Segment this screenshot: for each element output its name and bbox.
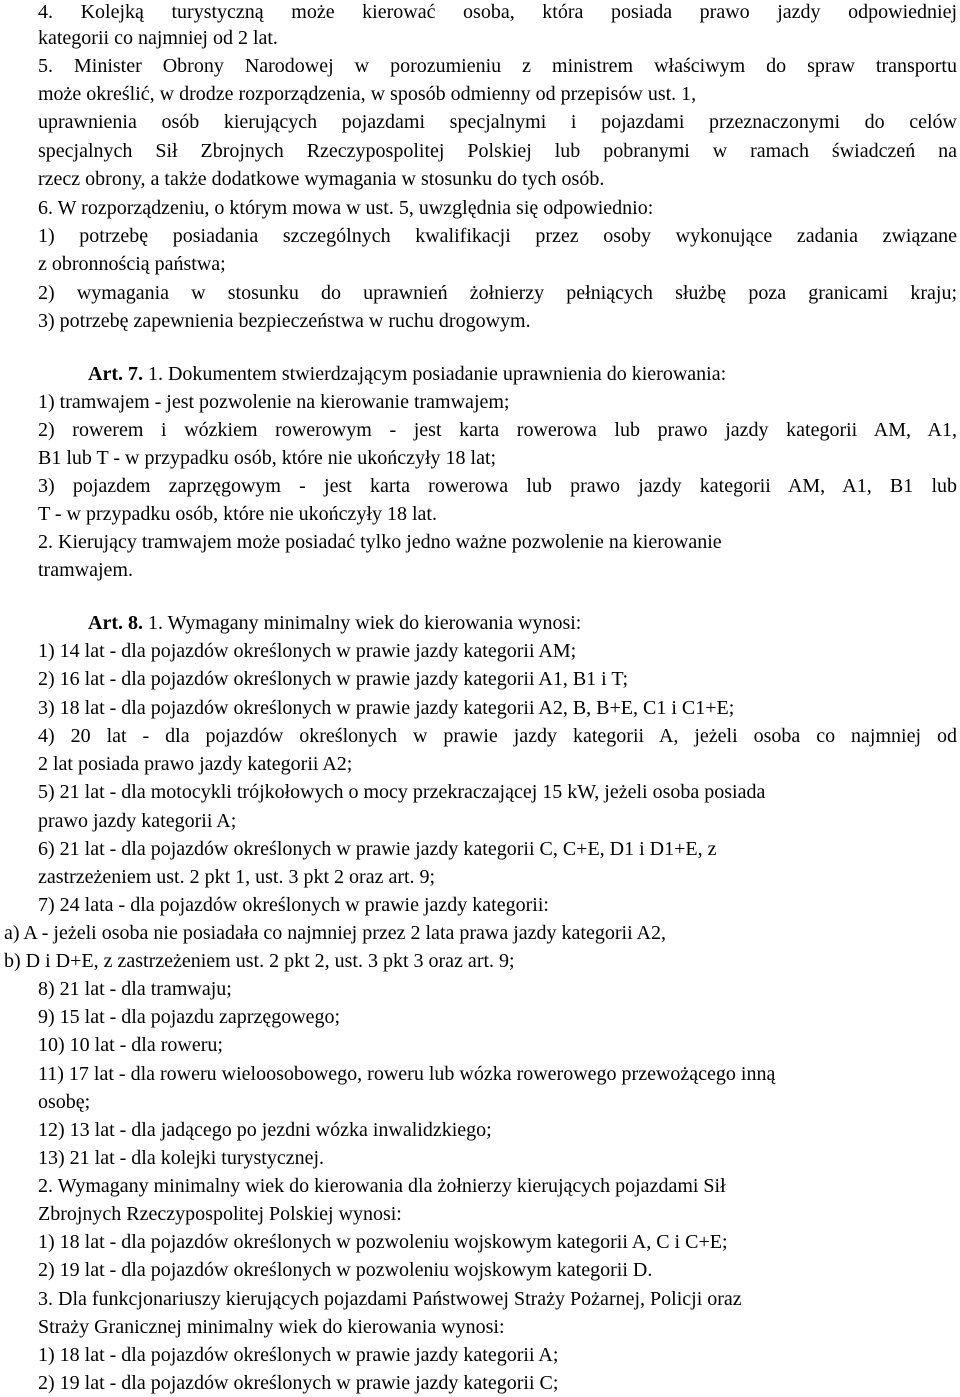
text-line-l25 [38,722,957,750]
line-text: prawo jazdy kategorii A; [38,810,237,832]
line-text: B1 lub T - w przypadku osób, które nie ukończyły 18 lat; [38,447,497,469]
text-line-l44 [38,1256,652,1284]
line-text: 2) wymagania w stosunku do uprawnień żołnierzy pełniących służbę poza granicami kraju; [38,282,957,304]
text-line-l01 [38,0,957,26]
line-text: 5. Minister Obrony Narodowej w porozumieniu z ministrem właściwym do spraw transportu [38,55,957,77]
text-line-l20 [38,556,133,584]
line-text: uprawnienia osób kierujących pojazdami specjalnymi i pojazdami przeznaczonymi do celów [38,111,957,133]
article-number: Art. 7. [88,363,143,385]
line-text: 2) 16 lat - dla pojazdów określonych w prawie jazdy kategorii A1, B1 i T; [38,668,629,690]
line-text: może określić, w drodze rozporządzenia, w sposób odmienny od przepisów ust. 1, [38,83,697,105]
text-line-l29 [38,835,717,863]
line-text: 4. Kolejką turystyczną może kierować osoba, która posiada prawo jazdy odpowiedniej [38,1,957,23]
text-line-l06 [38,137,957,165]
text-line-l35 [38,1003,340,1031]
text-line-l14 [38,388,509,416]
text-line-l26 [38,750,352,778]
text-line-l08 [38,194,653,222]
text-line-l43 [38,1228,728,1256]
line-text: 3) 18 lat - dla pojazdów określonych w prawie jazdy kategorii A2, B, B+E, C1 i C1+E; [38,697,735,719]
line-text: 3. Dla funkcjonariuszy kierujących pojazdami Państwowej Straży Pożarnej, Policji oraz [38,1288,742,1310]
text-line-l12 [38,307,531,335]
line-text: 1) 18 lat - dla pojazdów określonych w pozwoleniu wojskowym kategorii A, C i C+E; [38,1231,728,1253]
line-text: 1. Dokumentem stwierdzającym posiadanie uprawnienia do kierowania: [142,363,727,385]
text-line-l18 [38,500,437,528]
text-line-l47 [38,1341,558,1369]
line-text: 12) 13 lat - dla jadącego po jezdni wózka inwalidzkiego; [38,1119,492,1141]
text-line-l31 [38,891,549,919]
line-text: Straży Granicznej minimalny wiek do kierowania wynosi: [38,1316,505,1338]
line-text: rzecz obrony, a także dodatkowe wymagania w stosunku do tych osób. [38,168,605,190]
text-line-l16 [38,444,496,472]
line-text: 6. W rozporządzeniu, o którym mowa w ust. 5, uwzględnia się odpowiednio: [38,197,654,219]
text-line-l03 [38,52,957,80]
line-text: 2) 19 lat - dla pojazdów określonych w pozwoleniu wojskowym kategorii D. [38,1259,653,1281]
line-text: tramwajem. [38,559,133,581]
text-line-l41 [38,1172,726,1200]
line-text: zastrzeżeniem ust. 2 pkt 1, ust. 3 pkt 2 oraz art. 9; [38,866,436,888]
article-number: Art. 8. [88,612,143,634]
line-text: 2) 19 lat - dla pojazdów określonych w prawie jazdy kategorii C; [38,1372,559,1394]
text-line-l10 [38,250,226,278]
text-line-l33 [4,947,515,975]
text-line-l36 [38,1031,223,1059]
line-text: kategorii co najmniej od 2 lat. [38,27,278,49]
line-text: Zbrojnych Rzeczypospolitej Polskiej wynosi: [38,1203,402,1225]
text-line-l40 [38,1144,324,1172]
text-line-l04 [38,80,696,108]
text-line-l09 [38,222,957,250]
line-text: osobę; [38,1091,91,1113]
line-text: 1. Wymagany minimalny wiek do kierowania wynosi: [142,612,582,634]
line-text: 7) 24 lata - dla pojazdów określonych w prawie jazdy kategorii: [38,894,549,916]
line-text: a) A - jeżeli osoba nie posiadała co najmniej przez 2 lata prawa jazdy kategorii A2, [4,922,666,944]
line-text: 1) 18 lat - dla pojazdów określonych w prawie jazdy kategorii A; [38,1344,559,1366]
line-text: 1) 14 lat - dla pojazdów określonych w prawie jazdy kategorii AM; [38,640,577,662]
line-text: 2. Wymagany minimalny wiek do kierowania dla żołnierzy kierujących pojazdami Sił [38,1175,726,1197]
line-text: 1) potrzebę posiadania szczególnych kwalifikacji przez osoby wykonujące zadania związane [38,225,957,247]
text-line-l34 [38,975,232,1003]
text-line-l23 [38,665,628,693]
text-line-l11 [38,279,957,307]
text-line-l13 [88,360,726,388]
line-text: 2) rowerem i wózkiem rowerowym - jest karta rowerowa lub prawo jazdy kategorii AM, A1, [38,419,957,441]
line-text: 1) tramwajem - jest pozwolenie na kierowanie tramwajem; [38,391,510,413]
line-text: b) D i D+E, z zastrzeżeniem ust. 2 pkt 2, ust. 3 pkt 3 oraz art. 9; [4,950,515,972]
line-text: 3) potrzebę zapewnienia bezpieczeństwa w ruchu drogowym. [38,310,531,332]
text-line-l46 [38,1313,505,1341]
line-text: 2. Kierujący tramwajem może posiadać tylko jedno ważne pozwolenie na kierowanie [38,531,722,553]
line-text: 11) 17 lat - dla roweru wieloosobowego, roweru lub wózka rowerowego przewożącego inną [38,1063,776,1085]
text-line-l17 [38,472,957,500]
text-line-l24 [38,694,734,722]
text-line-l39 [38,1116,492,1144]
line-text: 9) 15 lat - dla pojazdu zaprzęgowego; [38,1006,341,1028]
line-text: 4) 20 lat - dla pojazdów określonych w prawie jazdy kategorii A, jeżeli osoba co najmniej od [38,725,957,747]
line-text: specjalnych Sił Zbrojnych Rzeczypospolitej Polskiej lub pobranymi w ramach świadczeń na [38,140,957,162]
text-line-l05 [38,108,957,136]
text-line-l38 [38,1088,90,1116]
line-text: 10) 10 lat - dla roweru; [38,1034,223,1056]
line-text: 3) pojazdem zaprzęgowym - jest karta rowerowa lub prawo jazdy kategorii AM, A1, B1 lub [38,475,957,497]
text-line-l30 [38,863,435,891]
line-text: 5) 21 lat - dla motocykli trójkołowych o mocy przekraczającej 15 kW, jeżeli osoba posiada [38,781,766,803]
text-line-l45 [38,1285,742,1313]
text-line-l28 [38,807,236,835]
text-line-l42 [38,1200,402,1228]
line-text: T - w przypadku osób, które nie ukończyły 18 lat. [38,503,437,525]
text-line-l32 [4,919,666,947]
text-line-l22 [38,637,576,665]
text-line-l07 [38,165,604,193]
line-text: z obronnością państwa; [38,253,226,275]
text-line-l27 [38,778,765,806]
line-text: 13) 21 lat - dla kolejki turystycznej. [38,1147,325,1169]
line-text: 8) 21 lat - dla tramwaju; [38,978,232,1000]
text-line-l15 [38,416,957,444]
text-line-l02 [38,24,278,52]
text-line-l21 [88,609,581,637]
line-text: 2 lat posiada prawo jazdy kategorii A2; [38,753,353,775]
text-line-l37 [38,1060,775,1088]
line-text: 6) 21 lat - dla pojazdów określonych w prawie jazdy kategorii C, C+E, D1 i D1+E, z [38,838,717,860]
text-line-l19 [38,528,722,556]
